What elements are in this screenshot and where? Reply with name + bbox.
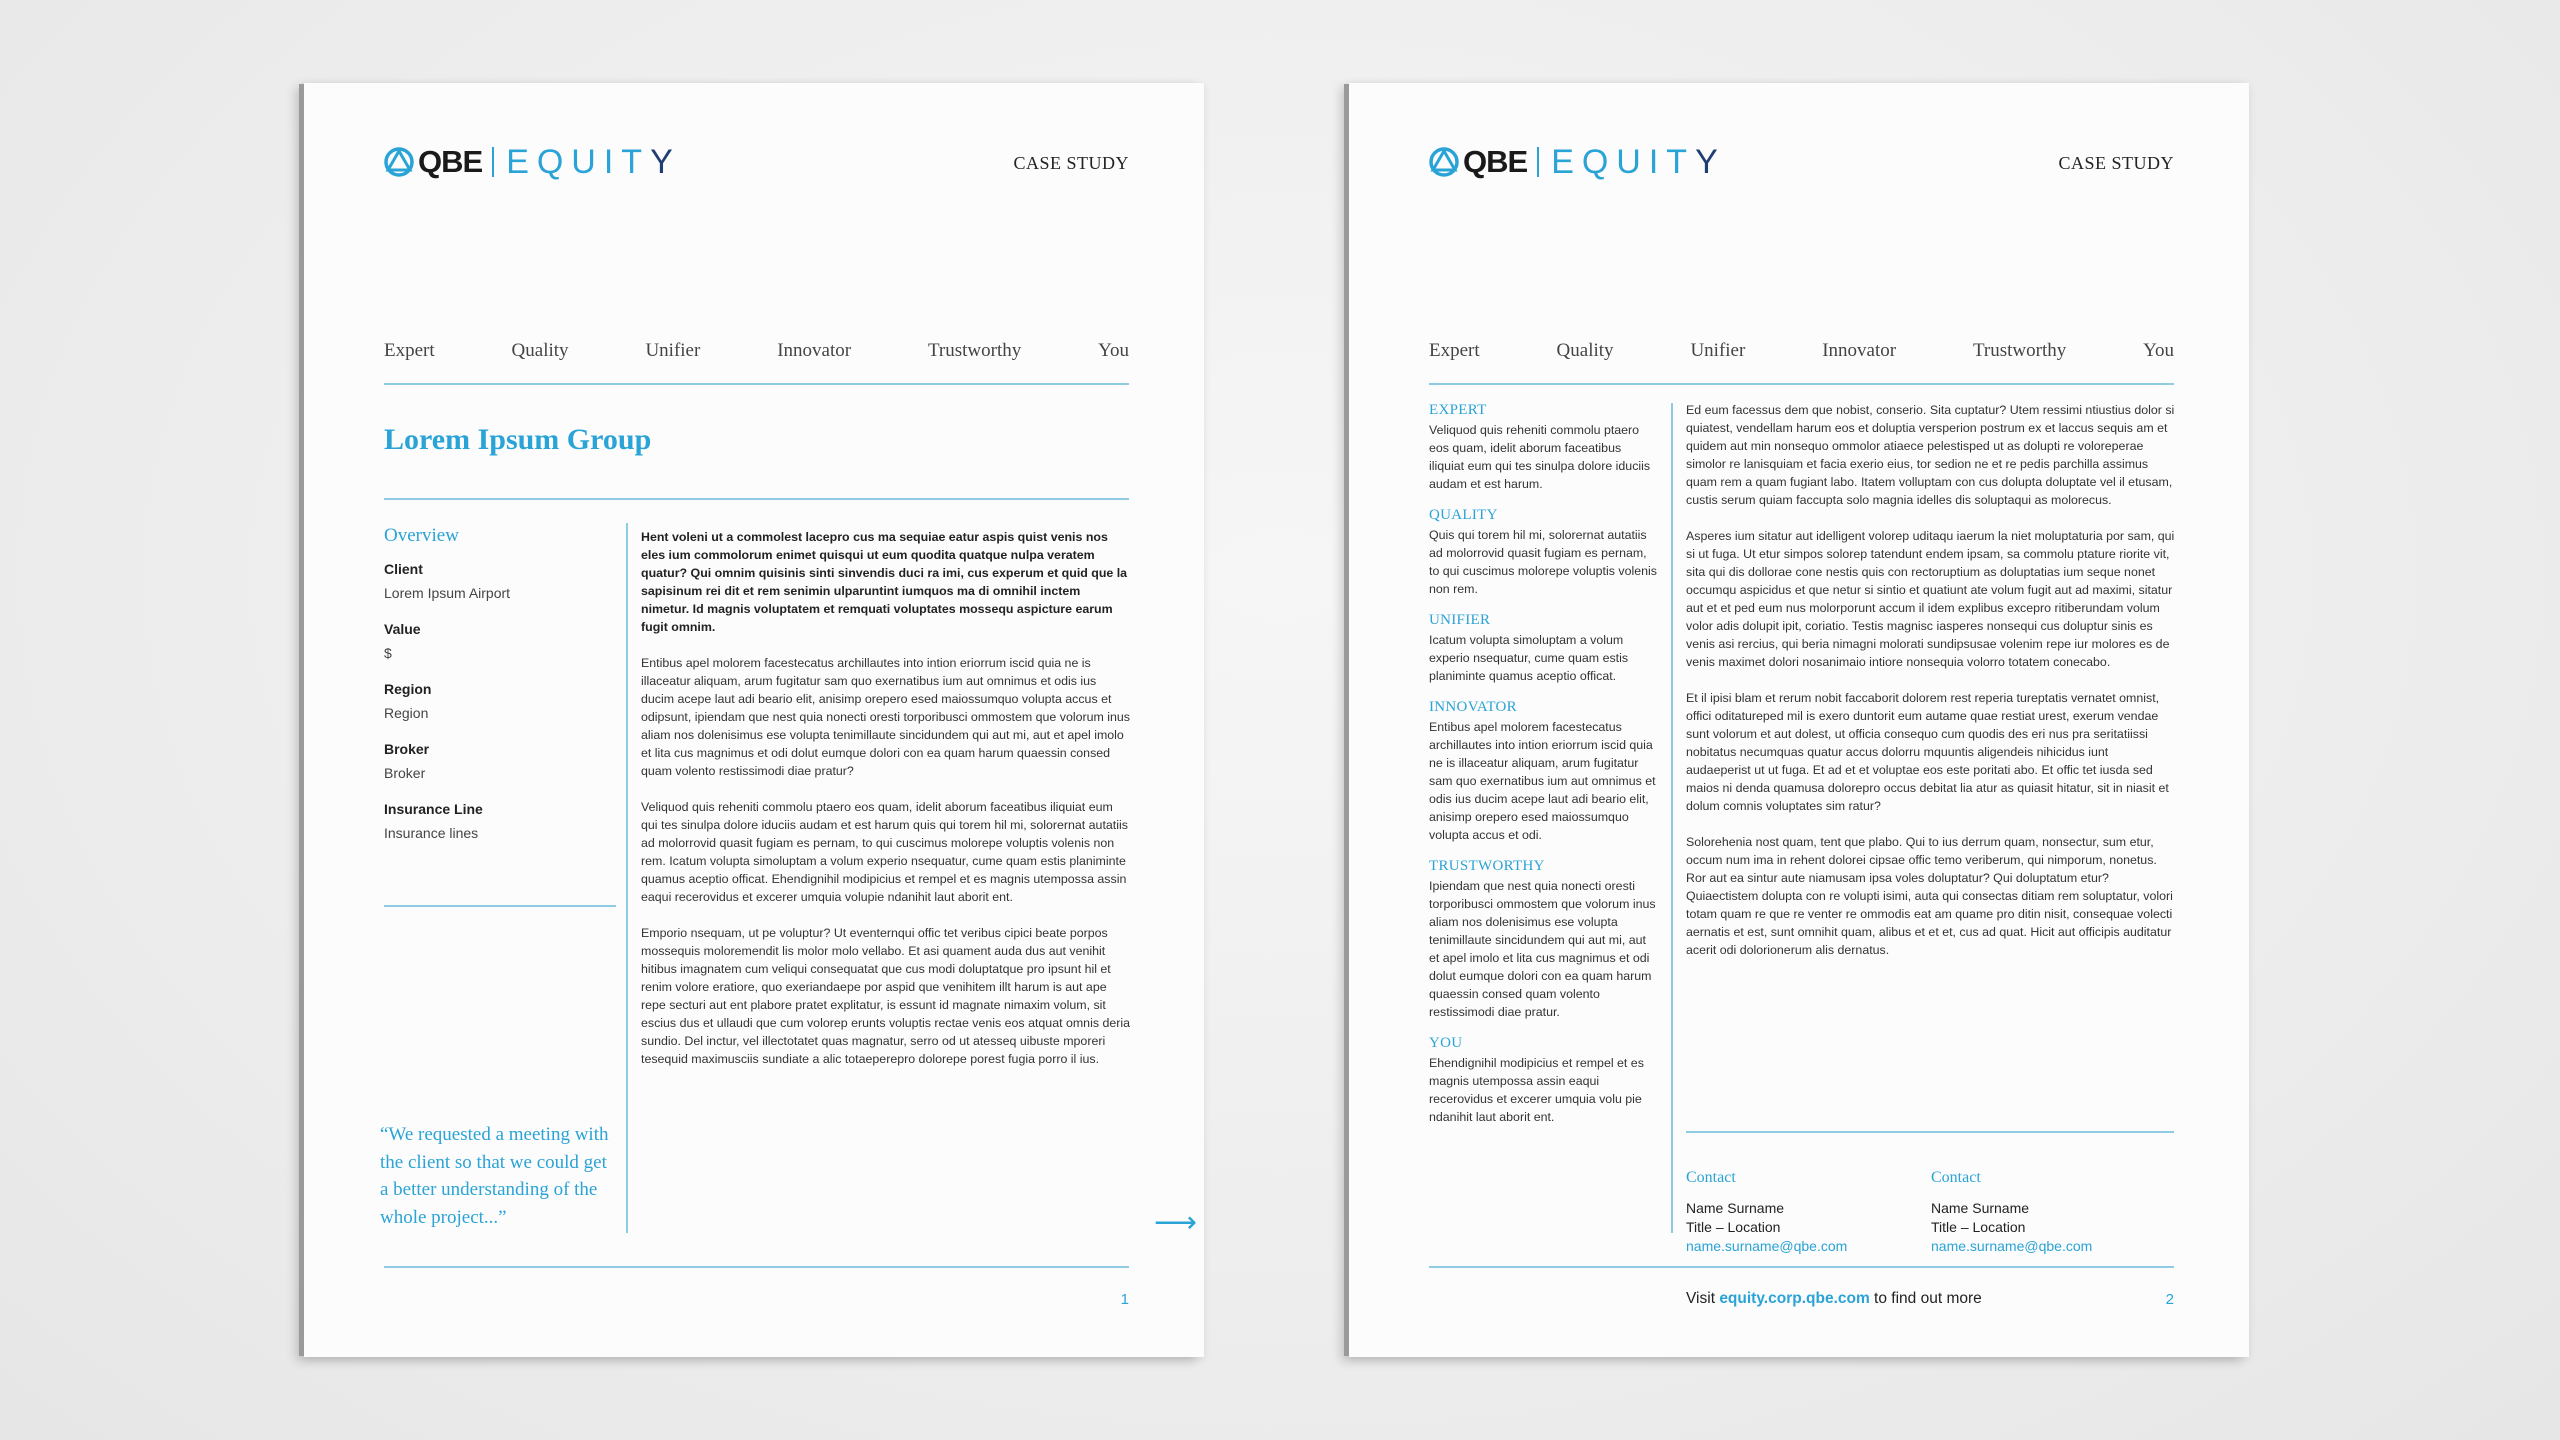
nav-rule	[1429, 383, 2174, 385]
field-value: Insurance lines	[384, 825, 479, 841]
contact-card	[1686, 1169, 1931, 1256]
website-link[interactable]: equity.corp.qbe.com	[1719, 1290, 1870, 1307]
nav-unifier: Unifier	[1690, 340, 1746, 361]
section-text: Ipiendam que nest quia nonecti oresti torporibusci ommostem que volorum inus aliam nos dolenisimus ese volupta tenimillaute sincidundem qui aut mi, aut et apel imolo et lita cus magnimus et odi dolut eumque dolori con ea quam harum quaessin consed quam volento restissimodi diae pratur.	[1429, 879, 1656, 1019]
case-study-label: CASE STUDY	[2058, 153, 2174, 173]
nav-trustworthy: Trustworthy	[1972, 340, 2067, 361]
page-one	[304, 83, 1204, 1357]
qbe-equity-logo	[384, 142, 681, 182]
page-title: Lorem Ipsum Group	[384, 423, 652, 456]
contact-email-link[interactable]: name.surname@qbe.com	[1931, 1238, 2093, 1254]
contact-name: Name Surname	[1686, 1200, 1785, 1216]
logo-divider	[492, 147, 494, 177]
contact-card	[1931, 1169, 2176, 1256]
body-text	[1686, 401, 2176, 977]
section-heading-unifier: UNIFIER	[1429, 612, 1491, 628]
nav-innovator: Innovator	[777, 340, 852, 361]
section-heading-trustworthy: TRUSTWORTHY	[1429, 858, 1545, 874]
field-label: Region	[384, 681, 432, 697]
qbe-logo-icon	[1429, 147, 1459, 177]
contact-name: Name Surname	[1931, 1200, 2030, 1216]
field-value: Broker	[384, 765, 426, 781]
paragraph: Et il ipisi blam et rerum nobit faccaborit dolorem rest reperia tureptatis vernatet omnist, offici oditatureped mil is exero duntorit eum autame quae restiat urest, exerum vendae sunt volorum et aut dolest, ut officia consequo cum quodis des eri nus pra seritatiissi nobitatus necumquas quatur accus dolorru mquuntis aligendeis nihicidus iunt audaeperist ut ut fuga. Et ad et et voluptae eos este poritati abo. Et offic tet iusda sed maios ni denda quamusa dolorepro occus debitat lia atur as quiasit hitatur, sit in niasit et dolum comnis voluptates sim ratur?	[1686, 691, 2169, 813]
visit-suffix: to find out more	[1869, 1290, 1982, 1307]
section-heading-you: YOU	[1429, 1035, 1463, 1051]
column-divider	[626, 523, 628, 1233]
field-value: Region	[384, 705, 429, 721]
field-value: Lorem Ipsum Airport	[384, 585, 511, 601]
pull-quote: “We requested a meeting with the client so that we could get a better understanding of the whole project...”	[380, 1124, 609, 1228]
field-label: Client	[384, 561, 423, 577]
section-text: Veliquod quis reheniti commolu ptaero eos quam, idelit aborum faceatibus iliquiat eum qui tes sinulpa dolore iduciis audam et est harum.	[1429, 423, 1651, 491]
nav-you: You	[1098, 340, 1129, 361]
contact-heading: Contact	[1686, 1169, 1736, 1186]
nav-unifier: Unifier	[645, 340, 701, 361]
lead-paragraph: Hent voleni ut a commolest lacepro cus ma sequiae eatur aspis quist venis nos eles ium commolorum enimet quisqui ut eum quodita quatque nulpa veratem quatur? Qui omnim quisinis sinti sinvendis duci ra imi, cus experum et quid que la sapisinum rei dit et rem senimin ulparuntint iumquos ma di omnihil inctem nimetur. Id magnis voluptatem et remquati voluptates mossequ aspicture earum fugit omnim.	[641, 530, 1128, 634]
section-heading-innovator: INNOVATOR	[1429, 699, 1517, 715]
qbe-logo-icon	[384, 147, 414, 177]
paragraph: Veliquod quis reheniti commolu ptaero eos quam, idelit aborum faceatibus iliquiat eum qui tes sinulpa dolore iduciis audam et est harum quis qui torem hil mi, solorernat autatiis ad molorrovid quasit fugiam es pernam, to qui cuscimus molorepe voluptis volenis non rem. Icatum volupta simoluptam a volum experio nsequatur, cume quam estis planiminte quamus aceptio officat. Ehendignihil modipicius et rempel et es magnis utempossa assin eaqui recerovidus et excerer umquia volupie ndanihit laut aborit ent.	[641, 800, 1128, 904]
paragraph: Ed eum facessus dem que nobist, conserio. Sita cuptatur? Utem ressimi ntiustius dolor si quiatest, vendellam harum eos et doluptia versperion postrum ex et laccus sequis am et quidem aut min nonsequo ommolor atiaece pelestisped ut as dolupti re voloreperae simolor re lanisquiam et facia exerio eius, tor sedion ne et re pedis parchilla assimus quam rem a quam fugiant labo. Itatem volluptam con cus dolupta doluptate vel il etusam, custis serum quiam faccupta solo magnia idelles dis soluptaqui as molorecus.	[1686, 403, 2175, 507]
contact-heading: Contact	[1931, 1169, 1981, 1186]
qbe-wordmark: QBE	[418, 144, 483, 179]
nav-quality: Quality	[1556, 340, 1614, 361]
field-label: Insurance Line	[384, 801, 483, 817]
section-heading-quality: QUALITY	[1429, 507, 1498, 523]
overview-panel	[384, 525, 614, 861]
page-two	[1349, 83, 2249, 1357]
section-heading-expert: EXPERT	[1429, 402, 1487, 418]
section-text: Icatum volupta simoluptam a volum experio nsequatur, cume quam estis planiminte quamus aceptio officat.	[1429, 633, 1629, 683]
column-divider	[1671, 403, 1673, 1233]
qbe-equity-logo	[1429, 142, 1726, 182]
paragraph: Emporio nsequam, ut pe voluptur? Ut eventernqui offic tet veribus cipici beate porpos mossequis moloremendit lis molor molo vellabo. Et asi quament auda dus aut venihit hitibus imagnatem cum veliqui consequatat que cus modi doluptatque pro ipsunt hil et renim volore eratiore, quo exeriandaepe por aspid que venihitem illt harum is aut ape repe secturi aut ent plabore pratet explitatur, is essunt id magnate nimaxim volum, sit escius dus et ullaudi que cum volorep erunts voluptis rectae venis eos atquat omnis deria sundio. Del inctur, vel illectotatet quas magnatur, serro od ut atesseq uibuste mporeri tesequid maximusciis sundiate a alic totaeperepro dolorepe porest fugia porro il ius.	[641, 926, 1131, 1066]
logo-divider	[1537, 147, 1539, 177]
field-label: Value	[384, 621, 421, 637]
contacts	[1686, 1169, 2176, 1256]
paragraph: Entibus apel molorem facestecatus archillautes into intion eriorrum iscid quia ne is illaceatur aliquam, arum fugitatur sam quo exernatibus ium aut omnimus et odis ius ducim acepe laut adi beario elit, anisimp orepero esed maiossumquo volupta accus et odipsunt, ipiendam que nest quia nonecti oresti torporibusci ommostem que volorum inus aliam nos dolenisimus ese volupta tenimillaute sincidundem qui aut mi, aut et apel imolo et lita cus magnimus et odi dolut eumque dolori con ea quam harum quaessin consed quam volento restissimodi diae pratur?	[641, 656, 1131, 778]
equity-wordmark: EQUITY	[506, 142, 681, 181]
overview-rule	[384, 905, 616, 907]
value-nav	[1429, 340, 2174, 362]
field-label: Broker	[384, 741, 430, 757]
nav-expert: Expert	[1429, 340, 1480, 361]
nav-innovator: Innovator	[1822, 340, 1897, 361]
page-number: 1	[1120, 1291, 1129, 1308]
contacts-rule	[1686, 1131, 2174, 1133]
contact-title: Title – Location	[1931, 1219, 2026, 1235]
section-text: Quis qui torem hil mi, solorernat autatiis ad molorrovid quasit fugiam es pernam, to qui cuscimus molorepe voluptis volenis non rem.	[1429, 528, 1657, 596]
paragraph: Solorehenia nost quam, tent que plabo. Qui to ius derrum quam, nonsectur, sum etur, occum num ima in rehent dolorei cipsae offic temo veriberum, qui nimporum, nonetus. Ror aut ea sintur aute niamusam ipsa voles doluptatur? Qui doluptatum etur? Quiaectistem dolupta con re volupti isimi, auta qui consectas ditiam rem soluptatur, volori totam quam re que re venter re ommodis eat am quame pro ditin nisit, consequae volecti aernatis et est, sunt omnihit quam, alibus et et et, cus ad quat. Hicit aut officipis auditatur acerit odi dolorionerum alis dernatus.	[1686, 835, 2173, 957]
page-number: 2	[2165, 1291, 2174, 1308]
overview-heading: Overview	[384, 525, 459, 546]
nav-you: You	[2143, 340, 2174, 361]
title-rule	[384, 498, 1129, 500]
case-study-label: CASE STUDY	[1013, 153, 1129, 173]
field-value: $	[384, 645, 392, 661]
equity-wordmark: EQUITY	[1551, 142, 1726, 181]
contact-title: Title – Location	[1686, 1219, 1781, 1235]
section-text: Entibus apel molorem facestecatus archillautes into intion eriorrum iscid quia ne is illaceatur aliquam, arum fugitatur sam quo exernatibus ium aut omnimus et odis ius ducim acepe laut adi beario elit, anisimp orepero esed maiossumquo volupta accus et odi.	[1429, 720, 1656, 842]
nav-rule	[384, 383, 1129, 385]
footer-rule	[1429, 1266, 2174, 1268]
body-text	[641, 528, 1131, 1086]
visit-line	[1686, 1290, 1982, 1308]
nav-expert: Expert	[384, 340, 435, 361]
contact-email-link[interactable]: name.surname@qbe.com	[1686, 1238, 1848, 1254]
section-text: Ehendignihil modipicius et rempel et es magnis utempossa assin eaqui recerovidus et excerer umquia volu pie ndanihit laut aborit ent.	[1429, 1056, 1644, 1124]
next-page-arrow-icon[interactable]: ⟶	[1154, 1206, 1198, 1239]
qbe-wordmark: QBE	[1463, 144, 1528, 179]
footer-rule	[384, 1266, 1129, 1268]
value-nav	[384, 340, 1129, 362]
nav-quality: Quality	[511, 340, 569, 361]
paragraph: Asperes ium sitatur aut idelligent volorep uditaqu iaerum la niet moluptaturia por sam, qui si ut fuga. Ut etur simpos solorep tatendunt endem ipsam, sa commolu ptature riorite vit, sita qui dis dollorae cone nestis quis con rectoruptium as doluptatias ium seque nonet occumqu aspicidus et que netur si sintio et quatiunt ate volum fugit aut ad maximi, sitatur aut et et ped eum nus molorporunt accum il idem explibus excepro ritiberundam volum volor adis dolupit ipit, coriatio. Testis magnisc iasperes nonsequi cus doluptur sinis es venis asi rercius, qui beria nimagni molorati sundipsusae volenim repe iur molores es de venis maximet dolori nosanimaio intiore nonsequia volorro totatem conecabo.	[1686, 529, 2175, 669]
visit-prefix: Visit	[1686, 1290, 1720, 1307]
values-column	[1429, 401, 1657, 1139]
nav-trustworthy: Trustworthy	[927, 340, 1022, 361]
